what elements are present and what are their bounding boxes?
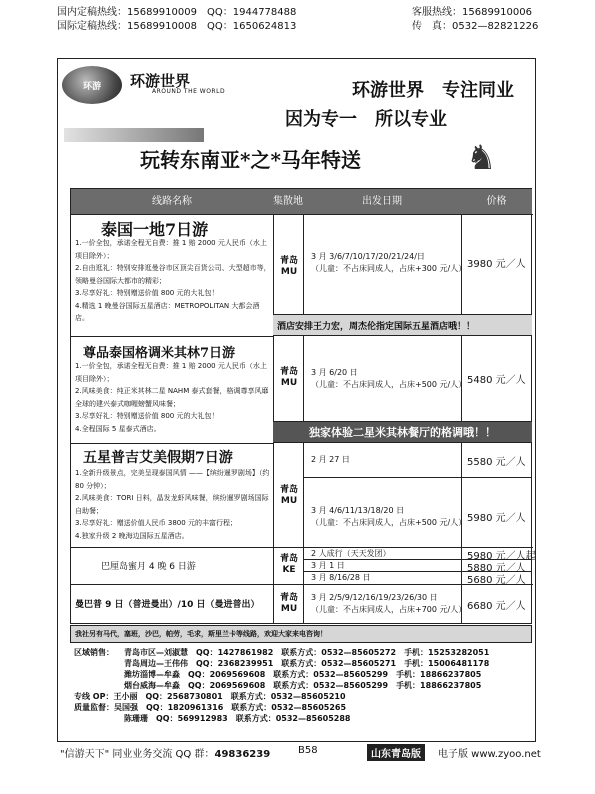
tour-1-city: 青岛 MU xyxy=(279,256,298,277)
tour-3-name: 五星普吉艾美假期7日游 xyxy=(83,450,233,466)
tour-4-price-1: 5980 元／人起 xyxy=(467,551,536,562)
tour-4-price-2: 5880 元／人 xyxy=(467,563,526,574)
tour-1-features: 1.一价全包，承诺全程无自费：推 1 赔 2000 元人民币（水上项目除外）； 2.自由逛礼：特别安排逛曼谷市区顶尖百货公司、大型超市等，领略曼谷国际大都市的精彩； 3.尽享好礼：特别赠送价值 800 元的大礼包！ 4.精选 1 晚曼谷国际五星酒店：METROPOLITAN 大都会酒店。 xyxy=(75,239,271,322)
tour-5-dates: 3 月 2/5/9/12/16/19/23/26/30 日 （儿童：不占床同成人，占床+700 元/人） xyxy=(311,593,467,614)
footer-website: 电子版 www.zyoo.net xyxy=(438,749,541,760)
footer-qq-group: "信游天下" 同业业务交流 QQ 群：49836239 xyxy=(60,749,271,760)
tour-4-price-3: 5680 元／人 xyxy=(467,575,526,586)
tour-1-banner: 酒店安排王力宏，周杰伦指定国际五星酒店哦！！ xyxy=(273,314,532,336)
tour-2-name: 尊品泰国格调米其林7日游 xyxy=(83,346,236,361)
tour-4-date-1: 2 人成行（天天发团） xyxy=(311,549,391,558)
tour-3-city: 青岛 MU xyxy=(279,485,298,506)
qc-contact-2: 陈珊珊 QQ：569912983 联系方式：0532—85605288 xyxy=(124,714,351,723)
service-hotline: 客服热线：15689910006 xyxy=(412,7,532,18)
sales-contact-1: 青岛市区—刘淑慧 QQ：1427861982 联系方式：0532—85605272 手机：15253282051 xyxy=(124,648,490,657)
tour-5-name: 曼巴普 9 日（普进曼出）/10 日（曼进普出） xyxy=(75,600,260,610)
tour-1-dates: 3 月 3/6/7/10/17/20/21/24/日 （儿童：不占床同成人，占床+300 元/人） xyxy=(311,252,467,273)
fax-line: 传 真：0532—82821226 xyxy=(412,21,539,32)
tour-4-name: 巴厘岛蜜月 4 晚 6 日游 xyxy=(101,562,196,572)
tour-3-features: 1.全新升级景点，完美呈现泰国风情 ——【缤纷暹罗剧场】（约 80 分钟）； 2.风味美食：TORI 日料，晶发龙虾风味餐，缤纷暹罗剧场国际自助餐； 3.尽享好礼：赠送价值人民币 3800 元的丰富行程； 4.独家升级 2 晚海边国际五星酒店。 xyxy=(75,469,270,540)
tour-2-features: 1.一价全包，承诺全程无自费：推 1 赔 2000 元人民币（水上项目除外）； 2.风味美食：纯正米其林二星 NAHM 泰式套餐，格调尊享风靡全球的建兴泰式咖喱螃蟹风味餐； 3.尽享好礼：特别赠送价值 800 元的大礼包！ 4.全程国际 5 星泰式酒店。 xyxy=(75,362,269,433)
slogan-2: 因为专一 所以专业 xyxy=(285,109,447,130)
tour-2-city: 青岛 MU xyxy=(279,367,298,388)
header-route: 线路名称 xyxy=(71,189,273,214)
sales-contact-3: 潍坊淄博—牟淼 QQ：2069569608 联系方式：0532—85605299 手机：18866237805 xyxy=(124,670,482,679)
op-contact: 专线 OP：王小丽 QQ：2568730801 联系方式：0532—85605210 xyxy=(74,692,346,701)
tour-1-price: 3980 元／人 xyxy=(467,259,526,270)
page-number: B58 xyxy=(298,745,318,756)
tour-3-date-2: 3 月 4/6/11/13/18/20 日 （儿童：不占床同成人，占床+500 元/人） xyxy=(311,506,467,527)
globe-logo: 环游 xyxy=(62,66,122,104)
qc-contact-1: 质量监督：吴国强 QQ：1820961316 联系方式：0532—85605265 xyxy=(74,703,347,712)
tour-2-dates: 3 月 6/20 日 （儿童：不占床同成人，占床+500 元/人） xyxy=(311,368,467,389)
sales-contact-4: 烟台威海—牟淼 QQ：2069569608 联系方式：0532—85605299 手机：18866237805 xyxy=(124,681,482,690)
brand-subtitle: AROUND THE WORLD xyxy=(152,88,226,95)
brand-name: 环游世界 xyxy=(130,72,191,90)
header-date: 出发日期 xyxy=(303,189,461,214)
edition-tag: 山东青岛版 xyxy=(367,744,425,761)
header-price: 价格 xyxy=(461,189,532,214)
sales-label: 区域销售： xyxy=(74,648,114,657)
main-title: 玩转东南亚*之*马年特送 xyxy=(140,148,361,172)
tour-3-price-2: 5980 元／人 xyxy=(467,513,526,524)
domestic-hotline: 国内定稿热线：15689910009 QQ：1944778488 xyxy=(57,7,297,18)
decorative-bar xyxy=(64,128,204,142)
slogan-1: 环游世界 专注同业 xyxy=(352,80,514,101)
other-routes-note: 我社另有马代，塞班，沙巴，帕劳，毛求，斯里兰卡等线路，欢迎大家来电咨询！ xyxy=(70,625,532,643)
header-city: 集散地 xyxy=(273,189,303,214)
tour-5-city: 青岛 MU xyxy=(279,593,298,614)
horse-icon: ♞ xyxy=(466,138,497,178)
tour-3-price-1: 5580 元／人 xyxy=(467,457,526,468)
sales-contact-2: 青岛周边—王伟伟 QQ：2368239951 联系方式：0532—85605271 手机：15006481178 xyxy=(124,659,490,668)
tour-4-date-2: 3 月 1 日 xyxy=(311,561,345,570)
tour-4-city: 青岛 KE xyxy=(279,554,298,575)
tour-2-price: 5480 元／人 xyxy=(467,375,526,386)
intl-hotline: 国际定稿热线：15689910008 QQ：1650624813 xyxy=(57,21,297,32)
tour-5-price: 6680 元／人 xyxy=(467,601,526,612)
tour-3-date-1: 2 月 27 日 xyxy=(311,455,350,464)
tour-table xyxy=(70,188,536,624)
tour-1-name: 泰国一地7日游 xyxy=(101,220,209,239)
tour-2-banner: 独家体验二星米其林餐厅的格调哦！！ xyxy=(273,421,532,443)
tour-4-date-3: 3 月 8/16/28 日 xyxy=(311,573,371,582)
